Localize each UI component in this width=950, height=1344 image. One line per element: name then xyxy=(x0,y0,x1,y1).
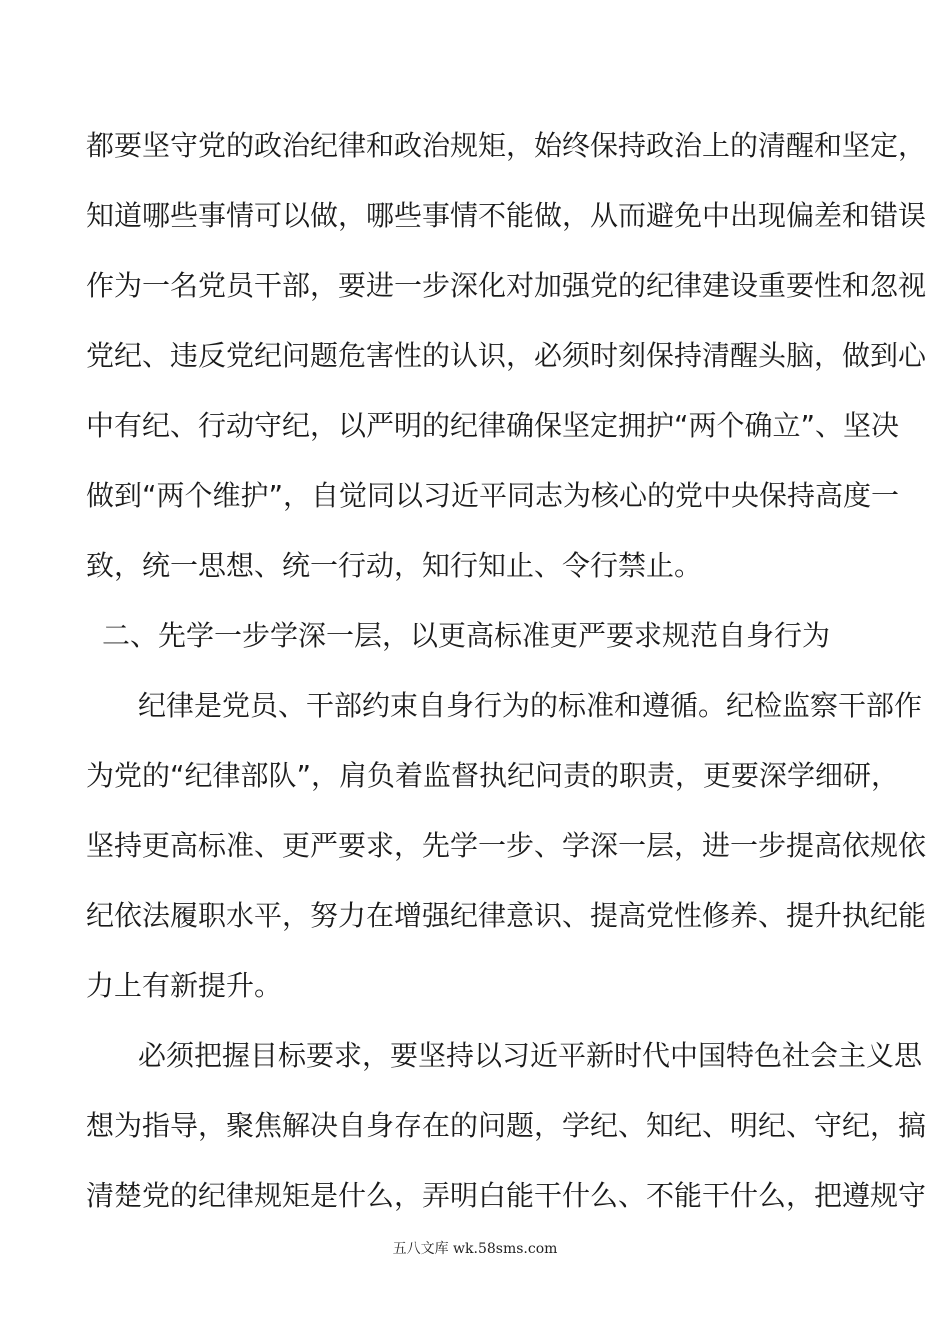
section-heading: 二、先学一步学深一层，以更高标准更严要求规范自身行为 xyxy=(102,619,831,652)
document-body xyxy=(86,121,927,1241)
body-line: 作为一名党员干部，要进一步深化对加强党的纪律建设重要性和忽视 xyxy=(86,269,927,302)
body-line: 做到“两个维护”，自觉同以习近平同志为核心的党中央保持高度一 xyxy=(86,479,900,512)
body-line: 纪依法履职水平，努力在增强纪律意识、提高党性修养、提升执纪能 xyxy=(86,899,927,932)
body-line: 致，统一思想、统一行动，知行知止、令行禁止。 xyxy=(86,549,703,582)
body-line: 想为指导，聚焦解决自身存在的问题，学纪、知纪、明纪、守纪，搞 xyxy=(86,1109,927,1142)
body-line: 力上有新提升。 xyxy=(86,969,283,1002)
body-line: 知道哪些事情可以做，哪些事情不能做，从而避免中出现偏差和错误 xyxy=(86,199,927,232)
body-line: 纪律是党员、干部约束自身行为的标准和遵循。纪检监察干部作 xyxy=(138,689,923,722)
body-line: 坚持更高标准、更严要求，先学一步、学深一层，进一步提高依规依 xyxy=(86,829,927,862)
body-line: 中有纪、行动守纪，以严明的纪律确保坚定拥护“两个确立”、坚决 xyxy=(86,409,900,442)
body-line: 清楚党的纪律规矩是什么，弄明白能干什么、不能干什么，把遵规守 xyxy=(86,1179,927,1212)
body-line: 必须把握目标要求，要坚持以习近平新时代中国特色社会主义思 xyxy=(138,1039,923,1072)
footer-watermark: 五八文库 wk.58sms.com xyxy=(392,1241,558,1257)
body-line: 都要坚守党的政治纪律和政治规矩，始终保持政治上的清醒和坚定， xyxy=(86,129,927,162)
body-line: 为党的“纪律部队”，肩负着监督执纪问责的职责，更要深学细研， xyxy=(86,759,900,792)
body-line: 党纪、违反党纪问题危害性的认识，必须时刻保持清醒头脑，做到心 xyxy=(86,339,927,372)
